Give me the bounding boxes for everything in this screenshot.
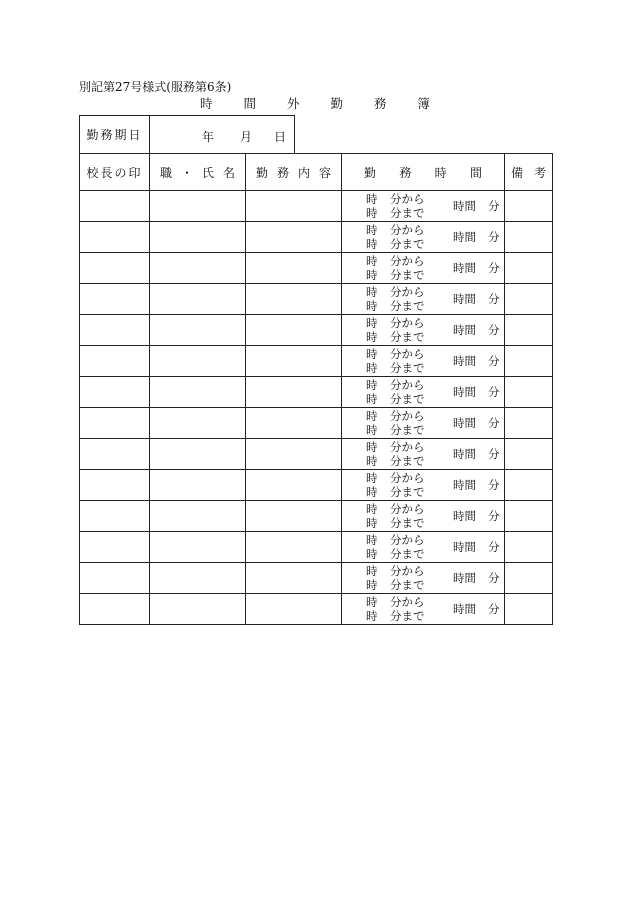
to-minute-label: 分まで	[390, 237, 425, 251]
table-row	[80, 253, 553, 284]
table-row	[80, 439, 553, 470]
principal-seal-cell[interactable]	[80, 501, 150, 532]
principal-seal-cell[interactable]	[80, 346, 150, 377]
table-row	[80, 594, 553, 625]
header-position-name: 職 ・ 氏 名	[150, 154, 246, 191]
total-minutes-label: 分	[488, 509, 500, 523]
work-hours-cell[interactable]	[342, 191, 505, 222]
from-hour-label: 時	[366, 378, 378, 392]
header-remarks: 備 考	[505, 154, 553, 191]
table-row	[80, 408, 553, 439]
principal-seal-cell[interactable]	[80, 408, 150, 439]
position-name-cell[interactable]	[150, 439, 246, 470]
from-hour-label: 時	[366, 440, 378, 454]
to-minute-label: 分まで	[390, 206, 425, 220]
to-minute-label: 分まで	[390, 392, 425, 406]
from-minute-label: 分から	[390, 254, 425, 268]
principal-seal-cell[interactable]	[80, 284, 150, 315]
principal-seal-cell[interactable]	[80, 253, 150, 284]
table-row	[80, 563, 553, 594]
total-minutes-label: 分	[488, 292, 500, 306]
table-row	[80, 222, 553, 253]
to-minute-label: 分まで	[390, 485, 425, 499]
form-title	[200, 97, 430, 111]
title-char: 勤	[330, 96, 343, 111]
position-name-cell[interactable]	[150, 315, 246, 346]
principal-seal-cell[interactable]	[80, 563, 150, 594]
to-hour-label: 時	[366, 485, 378, 499]
to-hour-label: 時	[366, 423, 378, 437]
duty-content-cell[interactable]	[246, 594, 342, 625]
principal-seal-cell[interactable]	[80, 191, 150, 222]
principal-seal-cell[interactable]	[80, 222, 150, 253]
total-hours-label: 時間	[453, 199, 476, 213]
header-duty-content: 勤 務 内 容	[246, 154, 342, 191]
total-hours-label: 時間	[453, 292, 476, 306]
total-minutes-label: 分	[488, 416, 500, 430]
duty-content-cell[interactable]	[246, 191, 342, 222]
from-hour-label: 時	[366, 502, 378, 516]
total-minutes-label: 分	[488, 354, 500, 368]
total-minutes-label: 分	[488, 323, 500, 337]
to-hour-label: 時	[366, 330, 378, 344]
total-hours-label: 時間	[453, 602, 476, 616]
header-work-hours: 勤 務 時 間	[342, 154, 505, 191]
month-label: 月	[240, 130, 253, 144]
table-row	[80, 501, 553, 532]
header-principal-seal: 校長の印	[80, 154, 150, 191]
position-name-cell[interactable]	[150, 563, 246, 594]
work-hours-cell[interactable]	[342, 532, 505, 563]
remarks-cell[interactable]	[505, 439, 553, 470]
table-row	[80, 377, 553, 408]
duty-content-cell[interactable]	[246, 346, 342, 377]
total-minutes-label: 分	[488, 385, 500, 399]
from-hour-label: 時	[366, 192, 378, 206]
to-minute-label: 分まで	[390, 578, 425, 592]
to-hour-label: 時	[366, 609, 378, 623]
to-minute-label: 分まで	[390, 268, 425, 282]
total-hours-label: 時間	[453, 354, 476, 368]
work-hours-cell[interactable]	[342, 222, 505, 253]
from-hour-label: 時	[366, 533, 378, 547]
from-minute-label: 分から	[390, 440, 425, 454]
from-minute-label: 分から	[390, 347, 425, 361]
total-hours-label: 時間	[453, 323, 476, 337]
total-minutes-label: 分	[488, 199, 500, 213]
total-minutes-label: 分	[488, 540, 500, 554]
overtime-table	[79, 153, 553, 625]
from-hour-label: 時	[366, 254, 378, 268]
total-minutes-label: 分	[488, 602, 500, 616]
position-name-cell[interactable]	[150, 532, 246, 563]
position-name-cell[interactable]	[150, 191, 246, 222]
work-hours-cell[interactable]	[342, 346, 505, 377]
to-hour-label: 時	[366, 392, 378, 406]
work-hours-cell[interactable]	[342, 501, 505, 532]
table-row	[80, 346, 553, 377]
total-hours-label: 時間	[453, 571, 476, 585]
to-hour-label: 時	[366, 237, 378, 251]
remarks-cell[interactable]	[505, 253, 553, 284]
work-hours-cell[interactable]	[342, 594, 505, 625]
form-reference: 別記第27号様式(服務第6条)	[79, 80, 232, 94]
position-name-cell[interactable]	[150, 408, 246, 439]
work-date-box	[79, 115, 295, 153]
work-hours-cell[interactable]	[342, 408, 505, 439]
to-minute-label: 分まで	[390, 516, 425, 530]
work-hours-cell[interactable]	[342, 563, 505, 594]
work-hours-cell[interactable]	[342, 377, 505, 408]
position-name-cell[interactable]	[150, 284, 246, 315]
work-hours-cell[interactable]	[342, 284, 505, 315]
remarks-cell[interactable]	[505, 191, 553, 222]
work-hours-cell[interactable]	[342, 253, 505, 284]
duty-content-cell[interactable]	[246, 408, 342, 439]
principal-seal-cell[interactable]	[80, 532, 150, 563]
to-minute-label: 分まで	[390, 330, 425, 344]
position-name-cell[interactable]	[150, 377, 246, 408]
to-hour-label: 時	[366, 578, 378, 592]
duty-content-cell[interactable]	[246, 563, 342, 594]
table-header-row	[80, 154, 553, 191]
position-name-cell[interactable]	[150, 501, 246, 532]
remarks-cell[interactable]	[505, 377, 553, 408]
remarks-cell[interactable]	[505, 346, 553, 377]
to-hour-label: 時	[366, 206, 378, 220]
day-label: 日	[274, 130, 287, 144]
from-minute-label: 分から	[390, 316, 425, 330]
table-row	[80, 532, 553, 563]
remarks-cell[interactable]	[505, 594, 553, 625]
duty-content-cell[interactable]	[246, 501, 342, 532]
to-minute-label: 分まで	[390, 361, 425, 375]
table-row	[80, 470, 553, 501]
duty-content-cell[interactable]	[246, 315, 342, 346]
from-hour-label: 時	[366, 595, 378, 609]
from-minute-label: 分から	[390, 285, 425, 299]
total-minutes-label: 分	[488, 478, 500, 492]
work-hours-cell[interactable]	[342, 439, 505, 470]
to-hour-label: 時	[366, 268, 378, 282]
from-minute-label: 分から	[390, 378, 425, 392]
duty-content-cell[interactable]	[246, 439, 342, 470]
duty-content-cell[interactable]	[246, 377, 342, 408]
title-char: 務	[373, 96, 387, 111]
total-hours-label: 時間	[453, 509, 476, 523]
work-hours-cell[interactable]	[342, 470, 505, 501]
year-label: 年	[202, 130, 215, 144]
from-minute-label: 分から	[390, 595, 425, 609]
remarks-cell[interactable]	[505, 470, 553, 501]
work-hours-cell[interactable]	[342, 315, 505, 346]
remarks-cell[interactable]	[505, 501, 553, 532]
from-minute-label: 分から	[390, 223, 425, 237]
principal-seal-cell[interactable]	[80, 594, 150, 625]
to-minute-label: 分まで	[390, 423, 425, 437]
total-minutes-label: 分	[488, 230, 500, 244]
title-char: 間	[243, 96, 256, 111]
from-minute-label: 分から	[390, 471, 425, 485]
total-hours-label: 時間	[453, 416, 476, 430]
from-minute-label: 分から	[390, 502, 425, 516]
to-minute-label: 分まで	[390, 547, 425, 561]
remarks-cell[interactable]	[505, 532, 553, 563]
to-minute-label: 分まで	[390, 299, 425, 313]
work-date-field[interactable]	[150, 116, 294, 153]
from-minute-label: 分から	[390, 564, 425, 578]
remarks-cell[interactable]	[505, 315, 553, 346]
from-hour-label: 時	[366, 285, 378, 299]
to-minute-label: 分まで	[390, 454, 425, 468]
total-hours-label: 時間	[453, 540, 476, 554]
remarks-cell[interactable]	[505, 563, 553, 594]
total-hours-label: 時間	[453, 230, 476, 244]
total-minutes-label: 分	[488, 447, 500, 461]
duty-content-cell[interactable]	[246, 222, 342, 253]
table-row	[80, 284, 553, 315]
from-hour-label: 時	[366, 564, 378, 578]
to-hour-label: 時	[366, 361, 378, 375]
work-date-label: 勤務期日	[80, 116, 150, 153]
duty-content-cell[interactable]	[246, 284, 342, 315]
remarks-cell[interactable]	[505, 222, 553, 253]
from-hour-label: 時	[366, 471, 378, 485]
principal-seal-cell[interactable]	[80, 377, 150, 408]
title-char: 簿	[417, 96, 430, 111]
principal-seal-cell[interactable]	[80, 439, 150, 470]
total-hours-label: 時間	[453, 385, 476, 399]
duty-content-cell[interactable]	[246, 532, 342, 563]
total-hours-label: 時間	[453, 478, 476, 492]
remarks-cell[interactable]	[505, 408, 553, 439]
to-hour-label: 時	[366, 516, 378, 530]
table-row	[80, 315, 553, 346]
total-hours-label: 時間	[453, 447, 476, 461]
position-name-cell[interactable]	[150, 594, 246, 625]
total-minutes-label: 分	[488, 261, 500, 275]
to-hour-label: 時	[366, 454, 378, 468]
duty-content-cell[interactable]	[246, 253, 342, 284]
position-name-cell[interactable]	[150, 470, 246, 501]
from-minute-label: 分から	[390, 192, 425, 206]
to-hour-label: 時	[366, 299, 378, 313]
from-minute-label: 分から	[390, 409, 425, 423]
principal-seal-cell[interactable]	[80, 470, 150, 501]
from-hour-label: 時	[366, 409, 378, 423]
table-row	[80, 191, 553, 222]
title-char: 時	[200, 96, 213, 111]
total-hours-label: 時間	[453, 261, 476, 275]
from-hour-label: 時	[366, 347, 378, 361]
to-minute-label: 分まで	[390, 609, 425, 623]
from-hour-label: 時	[366, 316, 378, 330]
from-hour-label: 時	[366, 223, 378, 237]
title-char: 外	[286, 96, 300, 111]
principal-seal-cell[interactable]	[80, 315, 150, 346]
duty-content-cell[interactable]	[246, 470, 342, 501]
position-name-cell[interactable]	[150, 346, 246, 377]
remarks-cell[interactable]	[505, 284, 553, 315]
position-name-cell[interactable]	[150, 253, 246, 284]
from-minute-label: 分から	[390, 533, 425, 547]
to-hour-label: 時	[366, 547, 378, 561]
total-minutes-label: 分	[488, 571, 500, 585]
position-name-cell[interactable]	[150, 222, 246, 253]
